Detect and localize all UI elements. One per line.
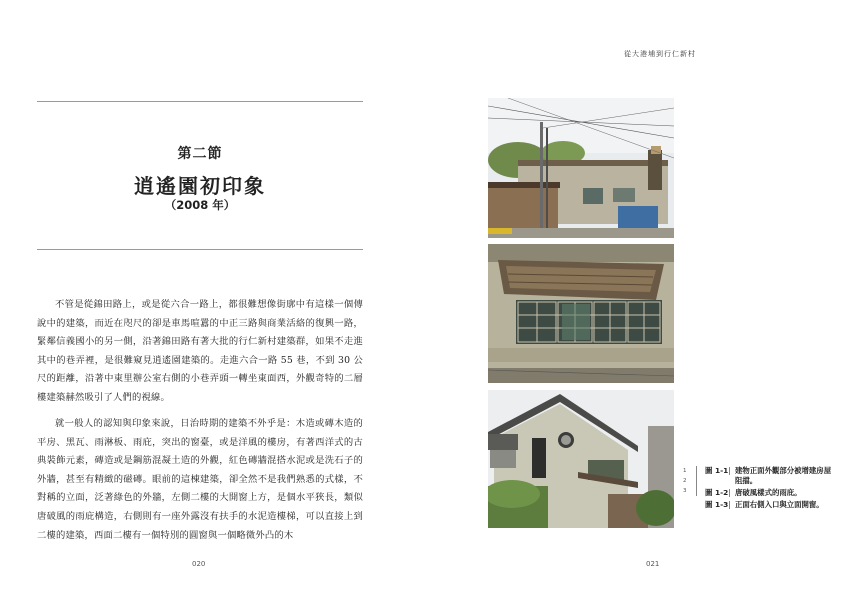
caption-index-divider	[696, 466, 697, 496]
top-rule	[37, 101, 363, 102]
body-paragraph-2: 就一般人的認知與印象來說，日治時期的建築不外乎是：木造或磚木造的平房、黑瓦、雨淋板、雨庇，突出的窗臺，或是洋風的樓房，有著西洋式的古典裝飾元素，磚造或是鋼筋混凝土造的外觀，紅色磚牆混搭水泥或是洗石子的外牆，甚至有精緻的磁磚。眼前的這棟建築，卻全然不是我們熟悉的式樣，不對稱的立面，泛著綠色的外牆，左側二樓的大開窗上方，是個水平狹長，類似唐破風的雨庇構造，右側則有一座外露沒有扶手的水泥造樓梯，可以直接上到二樓的建築，西面二樓有一個特別的圓窗與一個略微外凸的木	[37, 418, 363, 541]
caption-label: 圖 1-1	[705, 466, 729, 475]
caption-text: 唐破風樣式的雨庇。	[735, 488, 802, 497]
caption-1	[705, 466, 837, 486]
caption-index	[683, 466, 695, 496]
section-title: 逍遙園初印象	[134, 174, 266, 198]
caption-3	[705, 500, 837, 510]
bottom-rule	[37, 249, 363, 250]
section-number: 第二節	[177, 146, 223, 162]
caption-divider	[729, 501, 730, 509]
caption-index-1: 1	[683, 468, 687, 474]
running-head: 從大港埔到行仁新村	[624, 50, 696, 58]
caption-index-3: 3	[683, 488, 687, 494]
page-number: 021	[646, 560, 660, 568]
right-page	[425, 0, 850, 600]
caption-divider	[729, 467, 730, 475]
caption-2	[705, 488, 837, 498]
photo-building-facade	[488, 98, 674, 238]
caption-index-2: 2	[683, 478, 687, 484]
caption-text: 建物正面外觀部分被增建房屋阻擋。	[735, 466, 832, 485]
caption-divider	[729, 489, 730, 497]
photo-entrance-facade	[488, 390, 674, 528]
photo-eave-window	[488, 244, 674, 383]
page-number: 020	[192, 560, 206, 568]
body-paragraph-1: 不管是從錦田路上，或是從六合一路上，都很難想像街廓中有這樣一個傳說中的建築，而近在咫尺的卻是車馬喧囂的中正三路與商業活絡的復興一路，緊鄰信義國小的另一側，沿著錦田路有著大批的行仁新村建築群，如果不走進其中的巷弄裡，是很難窺見逍遙園建築的。走進六合一路 55 巷，不到 30 公尺的距離，沿著中東里辦公室右側的小巷弄頭一轉坐東面西，外觀奇特的二層樓建築赫然吸引了人們的視線。	[37, 299, 363, 403]
caption-label: 圖 1-3	[705, 500, 729, 509]
caption-text: 正面右側入口與立面開窗。	[735, 500, 824, 509]
section-year: （2008 年）	[164, 198, 236, 212]
caption-label: 圖 1-2	[705, 488, 729, 497]
figure-captions	[705, 466, 837, 512]
